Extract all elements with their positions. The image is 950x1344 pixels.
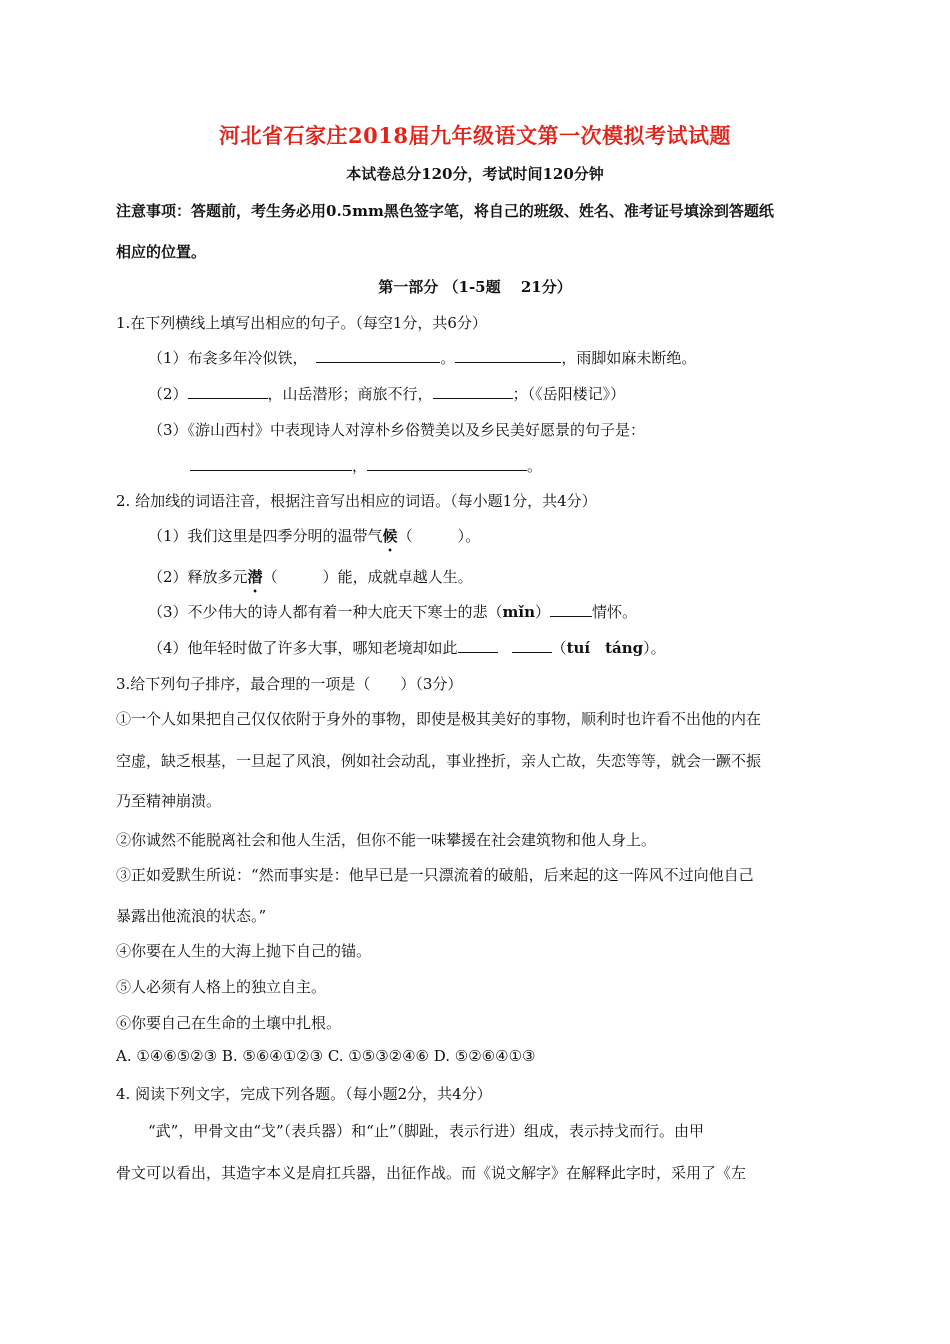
pinyin: mǐn [502,603,536,621]
q2-part2 [148,566,473,596]
q3-sentence-1-line-2: 空虚，缺乏根基，一旦起了风浪，例如社会动乱，事业挫折，亲人亡故，失恋等等，就会一蹶不振 [116,752,762,770]
q3-sentence-4: ④你要在人生的大海上抛下自己的锚。 [116,942,372,960]
q3-sentence-3-line-1: ③正如爱默生所说：“然而事实是：他早已是一只漂流着的破船，后来起的这一阵风不过向他自己 [116,866,754,884]
q3-sentence-1-line-1: ①一个人如果把自己仅仅依附于身外的事物，即使是极其美好的事物，顺利时也许看不出他的内在 [116,710,762,728]
q2-part4 [148,637,666,658]
q4-paragraph-line-1: “武”，甲骨文由“戈”（表兵器）和“止”（脚趾，表示行进）组成，表示持戈而行。由甲 [148,1122,705,1140]
answer-blank[interactable] [188,384,268,399]
exam-subtitle: 本试卷总分120分，考试时间120分钟 [346,165,604,183]
q1-part2-text-a: （2） [148,385,188,403]
section-header: 第一部分 （1-5题 21分） [378,278,572,296]
q1-part1-text-a: （1）布衾多年冷似铁， [148,349,308,367]
answer-blank[interactable] [316,348,440,363]
q2-part4-text-b: （ [551,639,567,657]
q2-part3-text-a: （3）不少伟大的诗人都有着一种大庇天下寒士的悲（ [148,603,503,621]
answer-blank[interactable] [455,348,561,363]
q3-sentence-3-line-2: 暴露出他流浪的状态。” [116,907,267,925]
q2-part1-text-b: （ ）。 [397,527,481,545]
answer-blank[interactable] [190,456,352,471]
exam-title: 河北省石家庄2018届九年级语文第一次模拟考试试题 [219,123,731,148]
q1-part3: （3）《游山西村》中表现诗人对淳朴乡俗赞美以及乡民美好愿景的句子是： [148,421,646,439]
q2-stem: 2. 给加线的词语注音，根据注音写出相应的词语。（每小题1分，共4分） [116,492,597,510]
q1-stem: 1.在下列横线上填写出相应的句子。（每空1分，共6分） [116,314,487,332]
q1-part3-comma: ， [352,457,368,475]
q3-options: A. ①④⑥⑤②③ B. ⑤⑥④①②③ C. ①⑤③②④⑥ D. ⑤②⑥④①③ [116,1047,536,1065]
pinyin: tuí táng [566,639,644,657]
q2-part4-text-a: （4）他年轻时做了许多大事，哪知老境却如此 [148,639,458,657]
q2-part1 [148,525,480,555]
q1-part2 [148,383,625,404]
q3-sentence-2: ②你诚然不能脱离社会和他人生活，但你不能一味攀援在社会建筑物和他人身上。 [116,831,657,849]
q3-stem: 3.给下列句子排序，最合理的一项是（ ）（3分） [116,675,463,693]
notice-line-1: 注意事项：答题前，考生务必用0.5mm黑色签字笔，将自己的班级、姓名、准考证号填涂到答题纸 [116,202,774,220]
dotted-character: 潜 [247,568,263,586]
q2-part2-text-a: （2）释放多元 [148,568,248,586]
q2-part4-text-c: ）。 [643,639,666,657]
q4-paragraph-line-2: 骨文可以看出，其造字本义是肩扛兵器，出征作战。而《说文解字》在解释此字时，采用了《左 [116,1164,747,1182]
q2-part2-text-b: （ ）能，成就卓越人生。 [262,568,473,586]
q2-part3-text-b: ） [535,603,551,621]
q1-part2-text-c: ；（《岳阳楼记》） [512,385,626,403]
q4-stem: 4. 阅读下列文字，完成下列各题。（每小题2分，共4分） [116,1085,492,1103]
answer-blank[interactable] [367,456,527,471]
q3-sentence-6: ⑥你要自己在生命的土壤中扎根。 [116,1014,342,1032]
q1-part1-text-b: 。 [440,349,456,367]
q2-part3-text-c: 情怀。 [592,603,638,621]
answer-blank[interactable] [550,602,592,617]
q3-sentence-5: ⑤人必须有人格上的独立自主。 [116,978,327,996]
answer-blank[interactable] [458,638,498,653]
notice-line-2: 相应的位置。 [116,243,207,261]
q2-part3 [148,601,637,622]
q1-part3-period: 。 [527,457,543,475]
q1-part1-text-c: ，雨脚如麻未断绝。 [561,349,697,367]
q1-part2-text-b: ，山岳潜形；商旅不行， [267,385,433,403]
q1-part3-answer [190,455,542,476]
q2-part1-text-a: （1）我们这里是四季分明的温带气 [148,527,383,545]
answer-blank[interactable] [512,638,552,653]
q1-part1 [148,347,696,368]
q3-sentence-1-line-3: 乃至精神崩溃。 [116,792,222,810]
dotted-character: 候 [382,527,398,545]
answer-blank[interactable] [433,384,513,399]
